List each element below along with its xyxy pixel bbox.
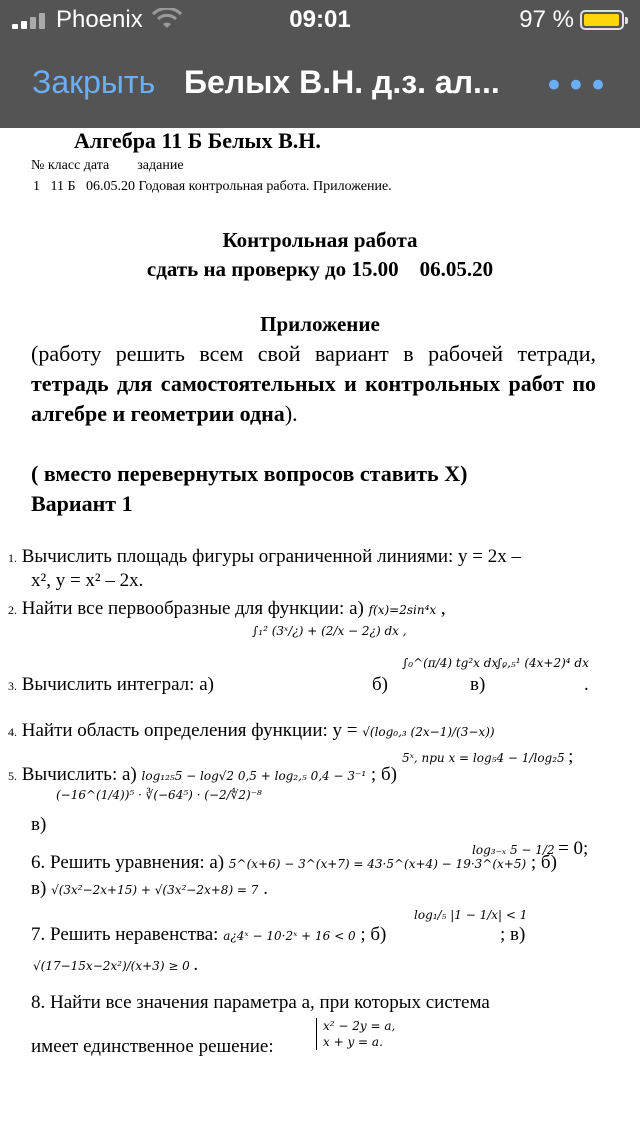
- task-text: Найти область определения функции: y =: [21, 720, 358, 741]
- task-8: 8. Найти все значения параметра а, при которых система: [31, 992, 490, 1013]
- formula: √(17−15x−2x²)/(x+3) ≥ 0: [33, 959, 190, 973]
- formula: ∫₀^(π/4) tg²x dx ,: [402, 656, 506, 670]
- table-header: № класс дата задание: [31, 158, 184, 173]
- task-number: 4.: [8, 725, 17, 739]
- task-part: ; б): [360, 924, 387, 945]
- task-end: ;: [568, 746, 574, 767]
- integral-b-formula: [402, 656, 506, 670]
- variant-title: Вариант 1: [31, 491, 133, 516]
- document-view[interactable]: [0, 128, 640, 1136]
- formula: 5ˣ, при x = log₅4 − 1/log₂5: [402, 751, 565, 765]
- task-end: .: [193, 954, 199, 975]
- task-text: Вычислить площадь фигуры ограниченной линиями: y = 2x –: [21, 546, 522, 567]
- task-number: 3.: [8, 679, 17, 693]
- task-number: 2.: [8, 603, 17, 617]
- test-deadline: сдать на проверку до 15.00 06.05.20: [146, 257, 494, 281]
- table-row: 1 11 Б 06.05.20 Годовая контрольная работа. Приложение.: [33, 179, 392, 194]
- task-3-end: .: [584, 674, 589, 695]
- formula: 5^(x+6) − 3^(x+7) = 43·5^(x+4) − 19·3^(x+5): [228, 857, 527, 871]
- close-button[interactable]: Закрыть: [32, 64, 156, 100]
- formula: log₁₂₅5 − log√2 0,5 + log₂,₅ 0,4 − 3⁻¹: [141, 769, 367, 783]
- formula: a¿4ˣ − 10·2ˣ + 16 < 0: [223, 929, 356, 943]
- task-part: ; б): [370, 764, 397, 785]
- task-2: [8, 598, 446, 620]
- test-title: Контрольная работа: [222, 228, 418, 252]
- task-8-cont: имеет единственное решение:: [31, 1036, 274, 1057]
- task-part: в): [31, 878, 47, 899]
- task-3-c-label: в): [470, 674, 486, 695]
- battery-percentage: 97 %: [519, 6, 574, 33]
- intro-paragraph: [31, 339, 596, 429]
- formula: √(3x²−2x+15) + √(3x²−2x+8) = 7: [51, 883, 259, 897]
- intro-bold-text: тетрадь для самостоятельных и контрольных работ по алгебре и геометрии одна: [31, 371, 596, 426]
- formula-line: x + y = a.: [323, 1035, 383, 1049]
- document-title: Белых В.Н. д.з. ал...: [184, 64, 500, 100]
- task-end: .: [263, 878, 268, 899]
- more-options-button[interactable]: •••: [543, 66, 610, 106]
- formula: f(x)=2sin⁴x: [368, 603, 437, 617]
- doc-heading: Алгебра 11 Б Белых В.Н.: [74, 128, 321, 153]
- task-7-c: [33, 954, 198, 976]
- formula: ∫₁² (3ˣ/¿) + (2/x − 2¿) dx ,: [252, 624, 407, 638]
- task-7-b: [414, 908, 527, 922]
- appendix-title: Приложение: [260, 312, 380, 336]
- task-5-c-formula: [56, 788, 262, 802]
- formula: ∫₀,₅¹ (4x+2)⁴ dx: [496, 656, 589, 670]
- task-end: = 0;: [558, 838, 589, 859]
- task-6-c: [31, 878, 268, 900]
- task-1-cont: x², y = x² – 2x.: [31, 570, 144, 591]
- task-5: [8, 764, 397, 786]
- task-text: 7. Решить неравенства:: [31, 924, 219, 945]
- task-1: [8, 546, 521, 568]
- top-bar: [0, 0, 640, 128]
- task-text: Вычислить: а): [21, 764, 137, 785]
- intro-text: (работу решить всем свой вариант в рабочей тетради,: [31, 341, 596, 366]
- integral-a-formula: [252, 624, 407, 694]
- formula-line: x² − 2y = a,: [323, 1019, 396, 1033]
- battery-icon: [580, 10, 624, 30]
- formula: (−16^(1/4))⁵ · ∛(−64⁵) · (−2/∜2)⁻⁸: [56, 788, 262, 802]
- task-4: [8, 720, 495, 742]
- task-number: 5.: [8, 769, 17, 783]
- integral-c-formula: [496, 656, 589, 670]
- formula: log₃₋ₓ 5 − 1/2: [472, 843, 555, 857]
- task-7: [31, 924, 386, 946]
- task-number: 1.: [8, 551, 17, 565]
- task-part: ; б): [530, 852, 557, 873]
- task-7-c-label: ; в): [500, 924, 526, 945]
- task-5-b: [402, 746, 573, 768]
- intro-end: ).: [284, 401, 298, 426]
- task-text: Вычислить интеграл: а): [21, 674, 214, 695]
- formula: log₁/₅ |1 − 1/x| < 1: [414, 908, 528, 922]
- task-text: Найти все первообразные для функции: а): [21, 598, 364, 619]
- carrier-name: Phoenix: [56, 6, 143, 33]
- task-5-c-label: в): [31, 814, 47, 835]
- task-3-b-label: б): [372, 674, 388, 695]
- task-text: 6. Решить уравнения: а): [31, 852, 225, 873]
- formula: √(log₀,₃ (2x−1)/(3−x)): [362, 725, 495, 739]
- task-end: ,: [440, 598, 446, 619]
- task-3: [8, 674, 214, 696]
- status-bar: [0, 0, 640, 40]
- task-6-b: [472, 838, 588, 860]
- system-formula: [316, 1018, 395, 1050]
- clock: 09:01: [289, 6, 351, 33]
- note-text: ( вместо перевернутых вопросов ставить X): [31, 461, 468, 486]
